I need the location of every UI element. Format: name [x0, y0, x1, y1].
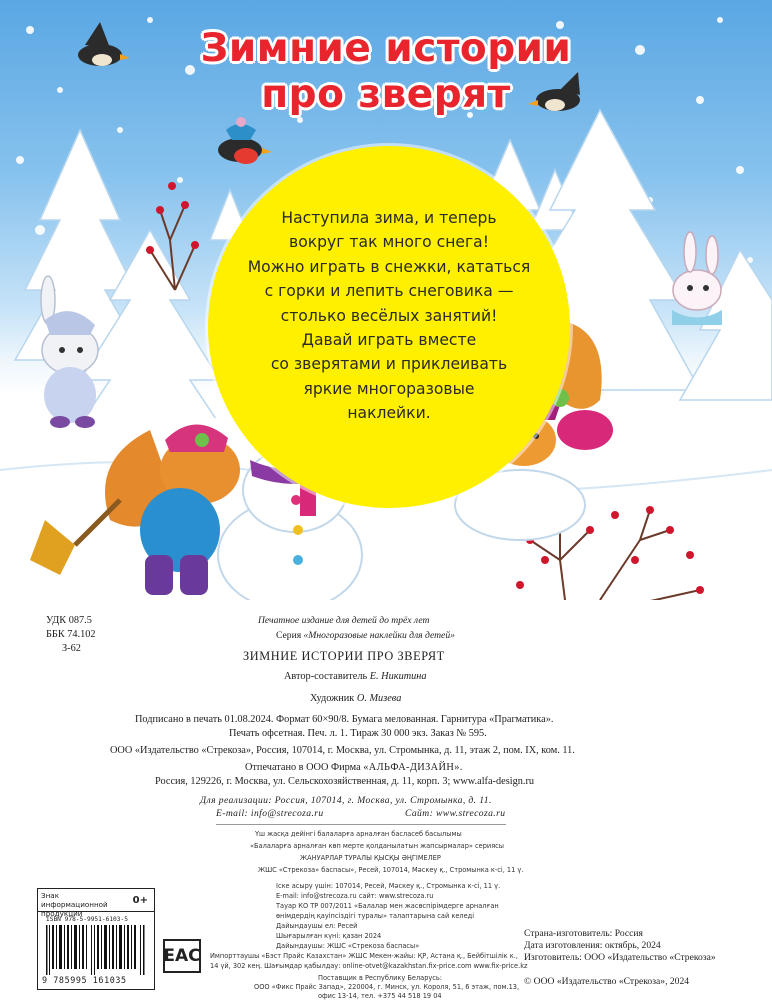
- print-details-1: Подписано в печать 01.08.2024. Формат 60×90/8. Бумага мелованная. Гарнитура «Прагматика».: [135, 714, 554, 725]
- cover-title-line-1: Зимние истории: [200, 26, 572, 71]
- belarus-line: Поставщик в Республику Беларусь:: [318, 974, 443, 982]
- series-label: Серия: [276, 630, 302, 641]
- divider: [216, 824, 506, 825]
- blurb-line: вокруг так много снега!: [289, 233, 489, 252]
- author-sign: З-62: [62, 643, 81, 654]
- importer-line: Импорттаушы «Бэст Прайс Казахстан» ЖШС Мекен-жайы: ҚР, Астана қ., Бейбітшілік к.,: [210, 952, 518, 960]
- kz-line: Тауар КО ТР 007/2011 «Балалар мен жасөспірімдерге арналған: [276, 902, 499, 910]
- manufacturer: Изготовитель: ООО «Издательство «Стрекоза»: [524, 952, 716, 963]
- kz-line: өнімдердің қауіпсіздігі туралы» талаптарына сай келеді: [276, 912, 475, 920]
- printed-at-label: Отпечатано в ООО Фирма: [245, 762, 361, 773]
- kz-line: Іске асыру үшін: 107014, Ресей, Мәскеу қ., Стромынка к-сі, 11 ү.: [276, 882, 501, 890]
- belarus-line: ООО «Фикс Прайс Запад», 220004, г. Минск, ул. Короля, 51, 6 этаж, пом.13,: [254, 983, 520, 991]
- info-mark-title: Знак информационной продукции: [41, 891, 108, 918]
- series-line: [276, 630, 455, 641]
- publisher-email: E-mail: info@strecoza.ru: [216, 808, 324, 819]
- age-rating-badge: 0+: [132, 895, 148, 906]
- importer-line: 14 үй, 302 кең. Шағымдар қабылдау: online-otvet@kazakhstan.fix-price.com www.fix-price.kz: [210, 962, 528, 970]
- country-of-origin: Страна-изготовитель: Россия: [524, 928, 643, 939]
- isbn-number: ISBN 978-5-9951-6103-5: [46, 916, 128, 923]
- artist-name: О. Мизева: [356, 693, 402, 704]
- blurb-line: столько весёлых занятий!: [280, 306, 498, 325]
- author-label: Автор-составитель: [284, 671, 368, 682]
- age-note: Печатное издание для детей до трёх лет: [258, 615, 430, 626]
- barcode-digits: 9 785995 161035: [42, 975, 127, 985]
- print-details-2: Печать офсетная. Печ. л. 1. Тираж 30 000 экз. Заказ № 595.: [229, 728, 487, 739]
- printer-name: «АЛЬФА-ДИЗАЙН».: [363, 762, 463, 773]
- kz-line: Үш жасқа дейінгі балаларға арналған басласеб басылымы: [255, 830, 462, 838]
- sales-address: Для реализации: Россия, 107014, г. Москва, ул. Стромынка, д. 11.: [200, 795, 492, 806]
- copyright: © ООО «Издательство «Стрекоза», 2024: [524, 976, 690, 987]
- divider: [38, 911, 154, 912]
- kz-line: «Балаларға арналған көп мерте қолданылатын жапсырмалар» сериясы: [250, 842, 504, 850]
- kz-line: ЖШС «Стрекоза» баспасы», Ресей, 107014, Мәскеу қ., Стромынка к-сі, 11 ү.: [258, 866, 524, 874]
- kz-line: Шығарылған күні: қазан 2024: [276, 932, 382, 940]
- blurb-line: наклейки.: [347, 404, 431, 423]
- blurb-line: со зверятами и приклеивать: [270, 355, 508, 374]
- eac-mark-icon: EAC: [163, 939, 201, 973]
- publisher-site: Сайт: www.strecoza.ru: [405, 808, 506, 819]
- blurb-line: Давай играть вместе: [301, 331, 477, 350]
- blurb-line: Наступила зима, и теперь: [281, 209, 497, 227]
- blurb-line: с горки и лепить снеговика —: [264, 282, 514, 301]
- publisher-address: ООО «Издательство «Стрекоза», Россия, 107014, г. Москва, ул. Стромынка, д. 11, этаж 2, пом. IX, ком. 11.: [110, 745, 575, 756]
- author-line: [284, 671, 427, 682]
- bbk-code: ББК 74.102: [46, 629, 96, 640]
- product-label-box: [37, 888, 155, 990]
- blurb-line: Можно играть в снежки, кататься: [247, 257, 531, 276]
- kz-line: Дайындаушы: ЖШС «Стрекоза баспасы»: [276, 942, 420, 950]
- printed-at-line: [245, 762, 463, 773]
- udk-code: УДК 087.5: [46, 615, 92, 626]
- kz-line: E-mail: info@strecoza.ru сайт: www.strecoza.ru: [276, 892, 434, 900]
- blurb-line: яркие многоразовые: [303, 379, 475, 398]
- barcode-icon: [46, 925, 146, 975]
- manufacture-date: Дата изготовления: октябрь, 2024: [524, 940, 661, 951]
- kz-line: Дайындаушы ел: Ресей: [276, 922, 358, 930]
- artist-line: [310, 693, 401, 704]
- author-name: Е. Никитина: [369, 671, 427, 682]
- book-title: ЗИМНИЕ ИСТОРИИ ПРО ЗВЕРЯТ: [243, 649, 445, 663]
- cover-title-line-2: про зверят: [261, 72, 511, 117]
- artist-label: Художник: [310, 693, 355, 704]
- kz-line: ЖАНУАРЛАР ТУРАЛЫ ҚЫСҚЫ ӘҢГІМЕЛЕР: [300, 854, 441, 862]
- series-name: «Многоразовые наклейки для детей»: [303, 630, 455, 641]
- printer-address: Россия, 129226, г. Москва, ул. Сельскохозяйственная, д. 11, корп. 3; www.alfa-design.ru: [155, 776, 535, 787]
- belarus-line: офис 13-14, тел. +375 44 518 19 04: [318, 992, 442, 1000]
